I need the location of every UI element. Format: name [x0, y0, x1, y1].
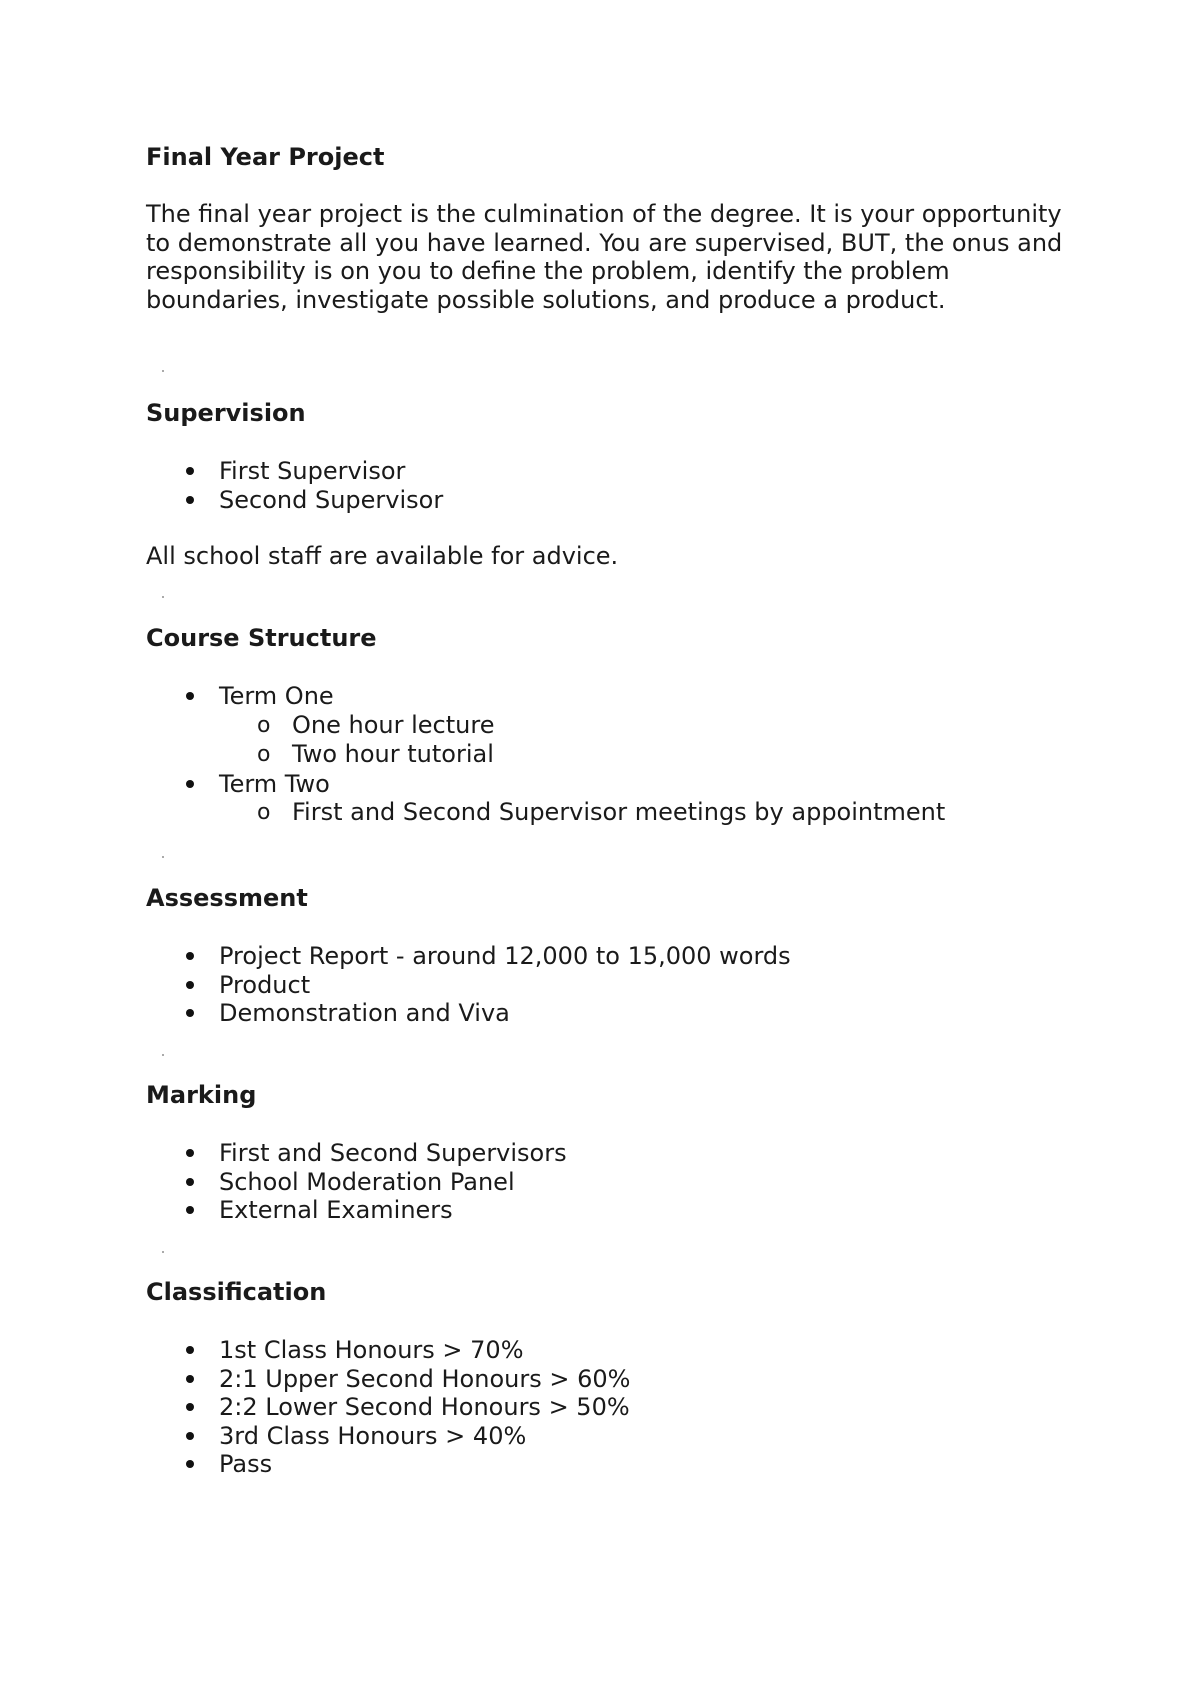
list-item: School Moderation Panel: [146, 1168, 567, 1197]
intro-paragraph: The final year project is the culmination of the degree. It is your opportunity to demonstrate all you have learned. You are supervised, BUT, the onus and responsibility is on you to define the problem, identify the problem boundaries, investigate possible solutions, and produce a product.: [146, 200, 1063, 314]
list-item: Product: [146, 971, 791, 1000]
list-item: Pass: [146, 1450, 630, 1479]
list-item: Project Report - around 12,000 to 15,000 words: [146, 942, 791, 971]
assessment-list: [146, 942, 791, 1028]
marking-list: [146, 1139, 567, 1225]
list-item: 2:1 Upper Second Honours > 60%: [146, 1365, 630, 1394]
list-item: 2:2 Lower Second Honours > 50%: [146, 1393, 630, 1422]
list-item: 1st Class Honours > 70%: [146, 1336, 630, 1365]
term-label: Term Two: [219, 769, 330, 798]
course-structure-heading: Course Structure: [146, 624, 377, 652]
list-item: External Examiners: [146, 1196, 567, 1225]
section-separator: [162, 1251, 164, 1253]
sub-list-item: o One hour lecture: [219, 711, 945, 741]
course-structure-list: [146, 682, 945, 828]
term-two-sublist: [219, 798, 945, 828]
list-item-term-two: [146, 770, 945, 828]
supervision-note: All school staff are available for advice.: [146, 542, 619, 570]
list-item: Second Supervisor: [146, 486, 443, 515]
term-one-sublist: [219, 711, 945, 770]
classification-list: [146, 1336, 630, 1479]
classification-heading: Classification: [146, 1278, 327, 1306]
sub-list-item: o First and Second Supervisor meetings by appointment: [219, 798, 945, 828]
term-label: Term One: [219, 682, 334, 710]
section-separator: [162, 596, 164, 598]
marking-heading: Marking: [146, 1081, 257, 1109]
list-item: First Supervisor: [146, 457, 443, 486]
assessment-heading: Assessment: [146, 884, 308, 912]
list-item: First and Second Supervisors: [146, 1139, 567, 1168]
section-separator: [162, 370, 164, 372]
sub-list-item: o Two hour tutorial: [219, 740, 945, 770]
supervision-list: [146, 457, 443, 514]
section-separator: [162, 1054, 164, 1056]
list-item-term-one: [146, 682, 945, 770]
list-item: 3rd Class Honours > 40%: [146, 1422, 630, 1451]
section-separator: [162, 856, 164, 858]
document-title: Final Year Project: [146, 143, 385, 171]
list-item: Demonstration and Viva: [146, 999, 791, 1028]
supervision-heading: Supervision: [146, 399, 306, 427]
